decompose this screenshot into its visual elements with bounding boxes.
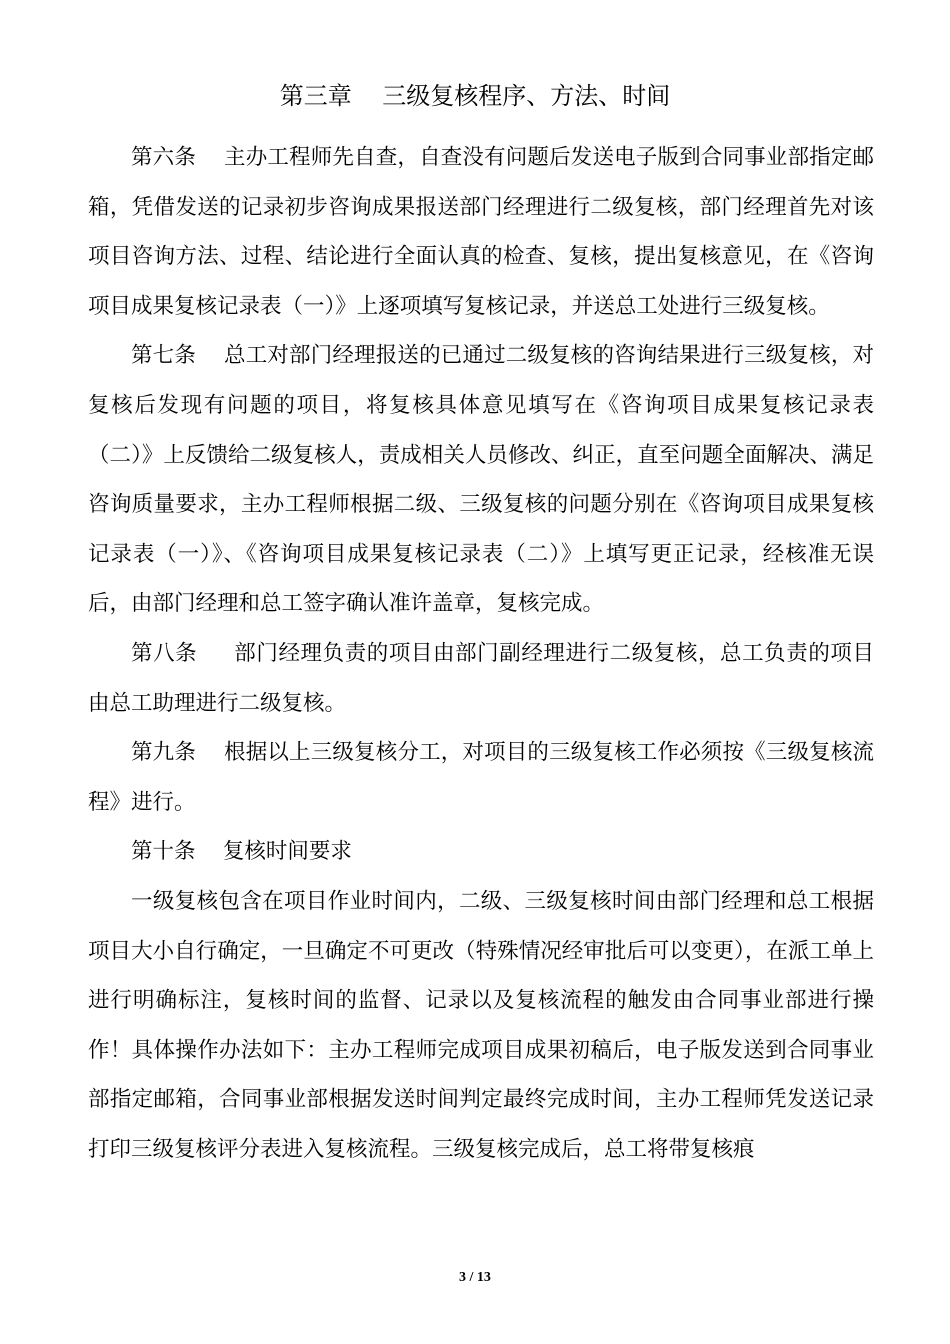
article-10-heading: 第十条 复核时间要求 xyxy=(131,839,352,865)
article-8-paragraph: 第八条 部门经理负责的项目由部门副经理进行二级复核，总工负责的项目由总工助理进行二级复核。 xyxy=(88,640,874,716)
review-time-paragraph: 一级复核包含在项目作业时间内，二级、三级复核时间由部门经理和总工根据项目大小自行确定，一旦确定不可更改（特殊情况经审批后可以变更），在派工单上进行明确标注，复核时间的监督、记录以及复核流程的触发由合同事业部进行操作！具体操作办法如下：主办工程师完成项目成果初稿后，电子版发送到合同事业部指定邮箱，合同事业部根据发送时间判定最终完成时间，主办工程师凭发送记录打印三级复核评分表进入复核流程。三级复核完成后，总工将带复核痕 xyxy=(88,888,874,1162)
article-7-paragraph: 第七条 总工对部门经理报送的已通过二级复核的咨询结果进行三级复核，对复核后发现有问题的项目，将复核具体意见填写在《咨询项目成果复核记录表（二）》上反馈给二级复核人，责成相关人员修改、纠正，直至问题全面解决、满足咨询质量要求，主办工程师根据二级、三级复核的问题分别在《咨询项目成果复核记录表（一）》、《咨询项目成果复核记录表（二）》上填写更正记录，经核准无误后，由部门经理和总工签字确认准许盖章，复核完成。 xyxy=(88,343,874,617)
chapter-title: 第三章 三级复核程序、方法、时间 xyxy=(279,82,671,110)
article-9-paragraph: 第九条 根据以上三级复核分工，对项目的三级复核工作必须按《三级复核流程》进行。 xyxy=(88,740,874,815)
article-6-paragraph: 第六条 主办工程师先自查，自查没有问题后发送电子版到合同事业部指定邮箱，凭借发送的记录初步咨询成果报送部门经理进行二级复核，部门经理首先对该项目咨询方法、过程、结论进行全面认真的检查、复核，提出复核意见，在《咨询项目成果复核记录表（一）》上逐项填写复核记录，并送总工处进行三级复核。 xyxy=(88,145,874,319)
body-text xyxy=(88,133,874,1174)
page-number: 3 / 13 xyxy=(459,1270,491,1285)
